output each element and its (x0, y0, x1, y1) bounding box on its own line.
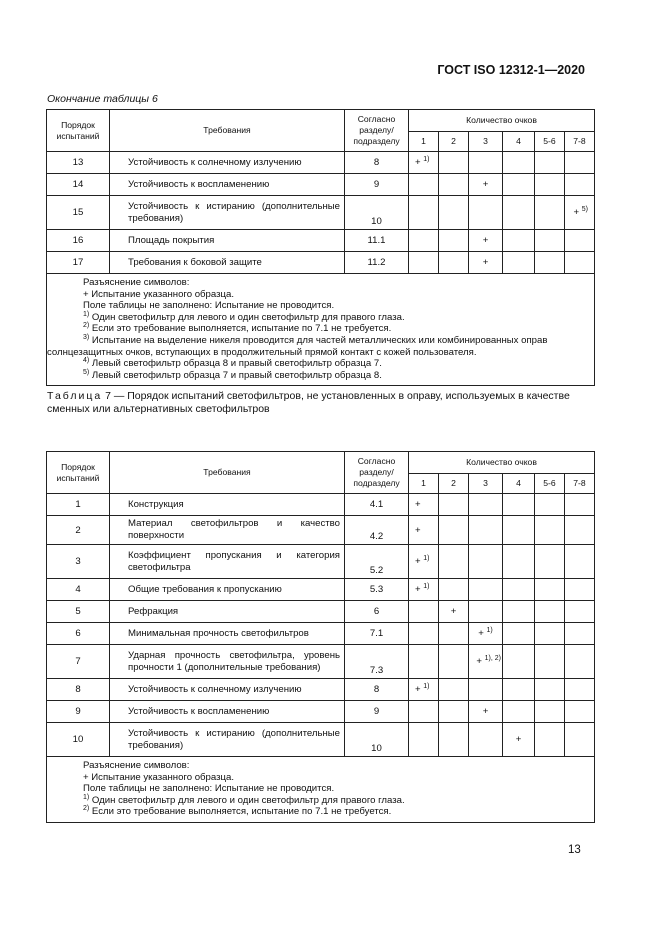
row-section: 7.1 (345, 623, 409, 645)
mark-cell (409, 230, 439, 252)
table-row (47, 701, 595, 723)
table6-caption: Окончание таблицы 6 (47, 93, 158, 105)
row-requirement: Устойчивость к истиранию (дополнительные требования) (110, 723, 345, 757)
mark-cell (535, 174, 565, 196)
mark-cell (535, 494, 565, 516)
mark-cell (439, 601, 469, 623)
mark-cell (469, 723, 503, 757)
row-number: 1 (47, 494, 110, 516)
table-row (47, 579, 595, 601)
footnote-4: $^{4)}$ Левый светофильтр образца 8 и правый светофильтр образца 7. (83, 357, 382, 370)
col-header-section: Согласно разделу/ подразделу (345, 452, 409, 494)
table6-body (47, 152, 595, 274)
row-requirement: Конструкция (110, 494, 345, 516)
row-number: 14 (47, 174, 110, 196)
mark-cell (535, 601, 565, 623)
count-col-header: 1 (409, 474, 439, 494)
footnote-ref: 1) (423, 683, 430, 690)
table6 (46, 109, 595, 386)
mark-cell (565, 230, 595, 252)
footnote-5: $^{5)}$ Левый светофильтр образца 7 и правый светофильтр образца 8. (83, 368, 382, 381)
table7-caption (47, 390, 583, 416)
plus-mark: + (415, 584, 421, 595)
mark-cell (503, 679, 535, 701)
table-row (47, 494, 595, 516)
row-requirement: Коэффициент пропускания и категория светофильтра (110, 545, 345, 579)
table-row (47, 230, 595, 252)
mark-cell (469, 252, 503, 274)
mark-cell (565, 252, 595, 274)
col-header-count: Количество очков (409, 110, 595, 132)
mark-cell (409, 623, 439, 645)
table6-notes (47, 274, 595, 386)
notes-title: Разъяснение символов: (83, 760, 190, 771)
mark-cell (439, 645, 469, 679)
count-col-header: 4 (503, 474, 535, 494)
mark-cell (503, 623, 535, 645)
plus-mark: + (415, 157, 421, 168)
mark-cell (439, 679, 469, 701)
count-col-header: 1 (409, 132, 439, 152)
mark-cell (409, 516, 439, 545)
table7-caption-label: Таблица (47, 390, 103, 402)
row-number: 7 (47, 645, 110, 679)
mark-cell (439, 579, 469, 601)
col-header-count: Количество очков (409, 452, 595, 474)
row-number: 5 (47, 601, 110, 623)
mark-cell (535, 623, 565, 645)
row-number: 10 (47, 723, 110, 757)
footnote-ref: 1) (423, 583, 430, 590)
plus-mark: + (482, 235, 489, 246)
plus-mark: + (415, 556, 421, 567)
count-col-header: 2 (439, 132, 469, 152)
mark-cell (565, 723, 595, 757)
mark-cell (565, 579, 595, 601)
mark-cell (409, 601, 439, 623)
row-number: 8 (47, 679, 110, 701)
row-requirement: Требования к боковой защите (110, 252, 345, 274)
plus-mark: + (450, 606, 457, 617)
mark-cell (439, 230, 469, 252)
mark-cell (503, 579, 535, 601)
mark-cell (565, 679, 595, 701)
table7 (46, 451, 595, 823)
mark-cell (439, 196, 469, 230)
mark-cell (439, 152, 469, 174)
standard-code: ГОСТ ISO 12312-1—2020 (437, 63, 585, 77)
notes-empty: Поле таблицы не заполнено: Испытание не проводится. (83, 783, 335, 795)
count-col-header: 4 (503, 132, 535, 152)
mark-cell (503, 645, 535, 679)
mark-cell (409, 701, 439, 723)
mark-cell (503, 174, 535, 196)
mark-cell (469, 230, 503, 252)
mark-cell (503, 516, 535, 545)
mark-cell (469, 679, 503, 701)
row-requirement: Площадь покрытия (110, 230, 345, 252)
row-section: 9 (345, 701, 409, 723)
mark-cell (469, 701, 503, 723)
plus-mark: + (573, 207, 580, 218)
count-col-header: 5-6 (535, 474, 565, 494)
mark-cell (503, 545, 535, 579)
count-col-header: 2 (439, 474, 469, 494)
page-number: 13 (568, 844, 581, 856)
mark-cell (409, 545, 439, 579)
col-header-order: Порядок испытаний (47, 452, 110, 494)
count-col-header: 3 (469, 132, 503, 152)
footnote-2: $^{2)}$ Если это требование выполняется, испытание по 7.1 не требуется. (83, 805, 392, 818)
table-row (47, 174, 595, 196)
mark-cell (535, 679, 565, 701)
footnote-ref: 5) (581, 206, 588, 213)
table7-body (47, 494, 595, 757)
mark-cell (535, 645, 565, 679)
table-row (47, 516, 595, 545)
mark-cell (565, 516, 595, 545)
row-number: 16 (47, 230, 110, 252)
mark-cell (409, 252, 439, 274)
table7-caption-text: 7 — Порядок испытаний светофильтров, не установленных в оправу, используемых в качестве сменных или альтернативных светофильтров (47, 390, 570, 415)
mark-cell (469, 196, 503, 230)
row-requirement: Материал светофильтров и качество поверхности (110, 516, 345, 545)
row-section: 10 (345, 196, 409, 230)
mark-cell (535, 196, 565, 230)
table-row (47, 601, 595, 623)
plus-mark: + (482, 179, 489, 190)
table-row (47, 679, 595, 701)
mark-cell (469, 516, 503, 545)
table-row (47, 723, 595, 757)
mark-cell (439, 252, 469, 274)
footnote-3-cont: солнцезащитных очков, вступающих в продолжительный прямой контакт с кожей пользователя. (47, 346, 477, 358)
notes-title: Разъяснение символов: (83, 277, 190, 288)
mark-cell (439, 623, 469, 645)
mark-cell (503, 252, 535, 274)
mark-cell (503, 196, 535, 230)
row-section: 10 (345, 723, 409, 757)
row-requirement: Устойчивость к истиранию (дополнительные требования) (110, 196, 345, 230)
row-section: 8 (345, 679, 409, 701)
row-section: 4.1 (345, 494, 409, 516)
mark-cell (439, 701, 469, 723)
mark-cell (503, 701, 535, 723)
mark-cell (409, 723, 439, 757)
mark-cell (535, 723, 565, 757)
mark-cell (535, 545, 565, 579)
mark-cell (409, 679, 439, 701)
mark-cell (565, 545, 595, 579)
table-row (47, 152, 595, 174)
row-section: 7.3 (345, 645, 409, 679)
row-number: 3 (47, 545, 110, 579)
mark-cell (503, 723, 535, 757)
row-section: 11.2 (345, 252, 409, 274)
mark-cell (469, 645, 503, 679)
mark-cell (535, 516, 565, 545)
footnote-ref: 1), 2) (484, 655, 501, 662)
mark-cell (535, 252, 565, 274)
mark-cell (565, 701, 595, 723)
mark-cell (469, 494, 503, 516)
row-requirement: Минимальная прочность светофильтров (110, 623, 345, 645)
mark-cell (409, 579, 439, 601)
table-row (47, 252, 595, 274)
mark-cell (439, 494, 469, 516)
notes-empty: Поле таблицы не заполнено: Испытание не проводится. (83, 300, 335, 312)
row-number: 13 (47, 152, 110, 174)
row-number: 15 (47, 196, 110, 230)
col-header-order: Порядок испытаний (47, 110, 110, 152)
plus-mark: + (415, 499, 421, 510)
mark-cell (565, 152, 595, 174)
mark-cell (565, 494, 595, 516)
plus-mark: + (476, 656, 482, 667)
mark-cell (503, 494, 535, 516)
row-number: 2 (47, 516, 110, 545)
plus-mark: + (478, 628, 484, 639)
col-header-requirements: Требования (110, 452, 345, 494)
row-number: 4 (47, 579, 110, 601)
mark-cell (439, 545, 469, 579)
notes-plus: + Испытание указанного образца. (83, 288, 235, 300)
footnote-2: $^{2)}$ Если это требование выполняется, испытание по 7.1 не требуется. (83, 322, 392, 335)
mark-cell (565, 174, 595, 196)
row-section: 4.2 (345, 516, 409, 545)
notes-plus: + Испытание указанного образца. (83, 771, 235, 783)
mark-cell (565, 601, 595, 623)
mark-cell (469, 545, 503, 579)
count-col-header: 7-8 (565, 132, 595, 152)
mark-cell (469, 579, 503, 601)
plus-mark: + (415, 524, 421, 536)
footnote-ref: 1) (423, 555, 430, 562)
mark-cell (503, 152, 535, 174)
mark-cell (439, 174, 469, 196)
table-row (47, 545, 595, 579)
mark-cell (409, 494, 439, 516)
row-section: 8 (345, 152, 409, 174)
table-row (47, 645, 595, 679)
row-requirement: Устойчивость к воспламенению (110, 174, 345, 196)
table-row (47, 623, 595, 645)
mark-cell (409, 152, 439, 174)
footnote-ref: 1) (423, 156, 430, 163)
mark-cell (469, 601, 503, 623)
row-requirement: Устойчивость к солнечному излучению (110, 679, 345, 701)
mark-cell (439, 723, 469, 757)
mark-cell (535, 152, 565, 174)
footnote-1: $^{1)}$ Один светофильтр для левого и один светофильтр для правого глаза. (83, 310, 405, 323)
count-col-header: 5-6 (535, 132, 565, 152)
col-header-section: Согласно разделу/ подразделу (345, 110, 409, 152)
count-col-header: 3 (469, 474, 503, 494)
mark-cell (439, 516, 469, 545)
row-requirement: Устойчивость к воспламенению (110, 701, 345, 723)
mark-cell (503, 230, 535, 252)
plus-mark: + (515, 734, 522, 745)
footnote-1: $^{1)}$ Один светофильтр для левого и один светофильтр для правого глаза. (83, 793, 405, 806)
mark-cell (469, 623, 503, 645)
mark-cell (565, 196, 595, 230)
row-section: 9 (345, 174, 409, 196)
mark-cell (409, 174, 439, 196)
mark-cell (535, 230, 565, 252)
footnote-ref: 1) (486, 627, 493, 634)
row-number: 9 (47, 701, 110, 723)
row-requirement: Ударная прочность светофильтра, уровень прочности 1 (дополнительные требования) (110, 645, 345, 679)
mark-cell (565, 645, 595, 679)
row-section: 6 (345, 601, 409, 623)
mark-cell (565, 623, 595, 645)
mark-cell (469, 174, 503, 196)
table-row (47, 196, 595, 230)
row-number: 17 (47, 252, 110, 274)
mark-cell (409, 645, 439, 679)
row-requirement: Рефракция (110, 601, 345, 623)
row-requirement: Устойчивость к солнечному излучению (110, 152, 345, 174)
mark-cell (503, 601, 535, 623)
row-section: 5.3 (345, 579, 409, 601)
row-requirement: Общие требования к пропусканию (110, 579, 345, 601)
plus-mark: + (482, 706, 489, 717)
plus-mark: + (415, 684, 421, 695)
mark-cell (535, 701, 565, 723)
col-header-requirements: Требования (110, 110, 345, 152)
table7-notes (47, 757, 595, 823)
plus-mark: + (482, 257, 489, 268)
row-section: 11.1 (345, 230, 409, 252)
count-col-header: 7-8 (565, 474, 595, 494)
mark-cell (409, 196, 439, 230)
footnote-3: $^{3)}$ Испытание на выделение никеля проводится для частей металлических или комбинированных оправ (83, 333, 548, 346)
mark-cell (535, 579, 565, 601)
row-number: 6 (47, 623, 110, 645)
mark-cell (469, 152, 503, 174)
row-section: 5.2 (345, 545, 409, 579)
